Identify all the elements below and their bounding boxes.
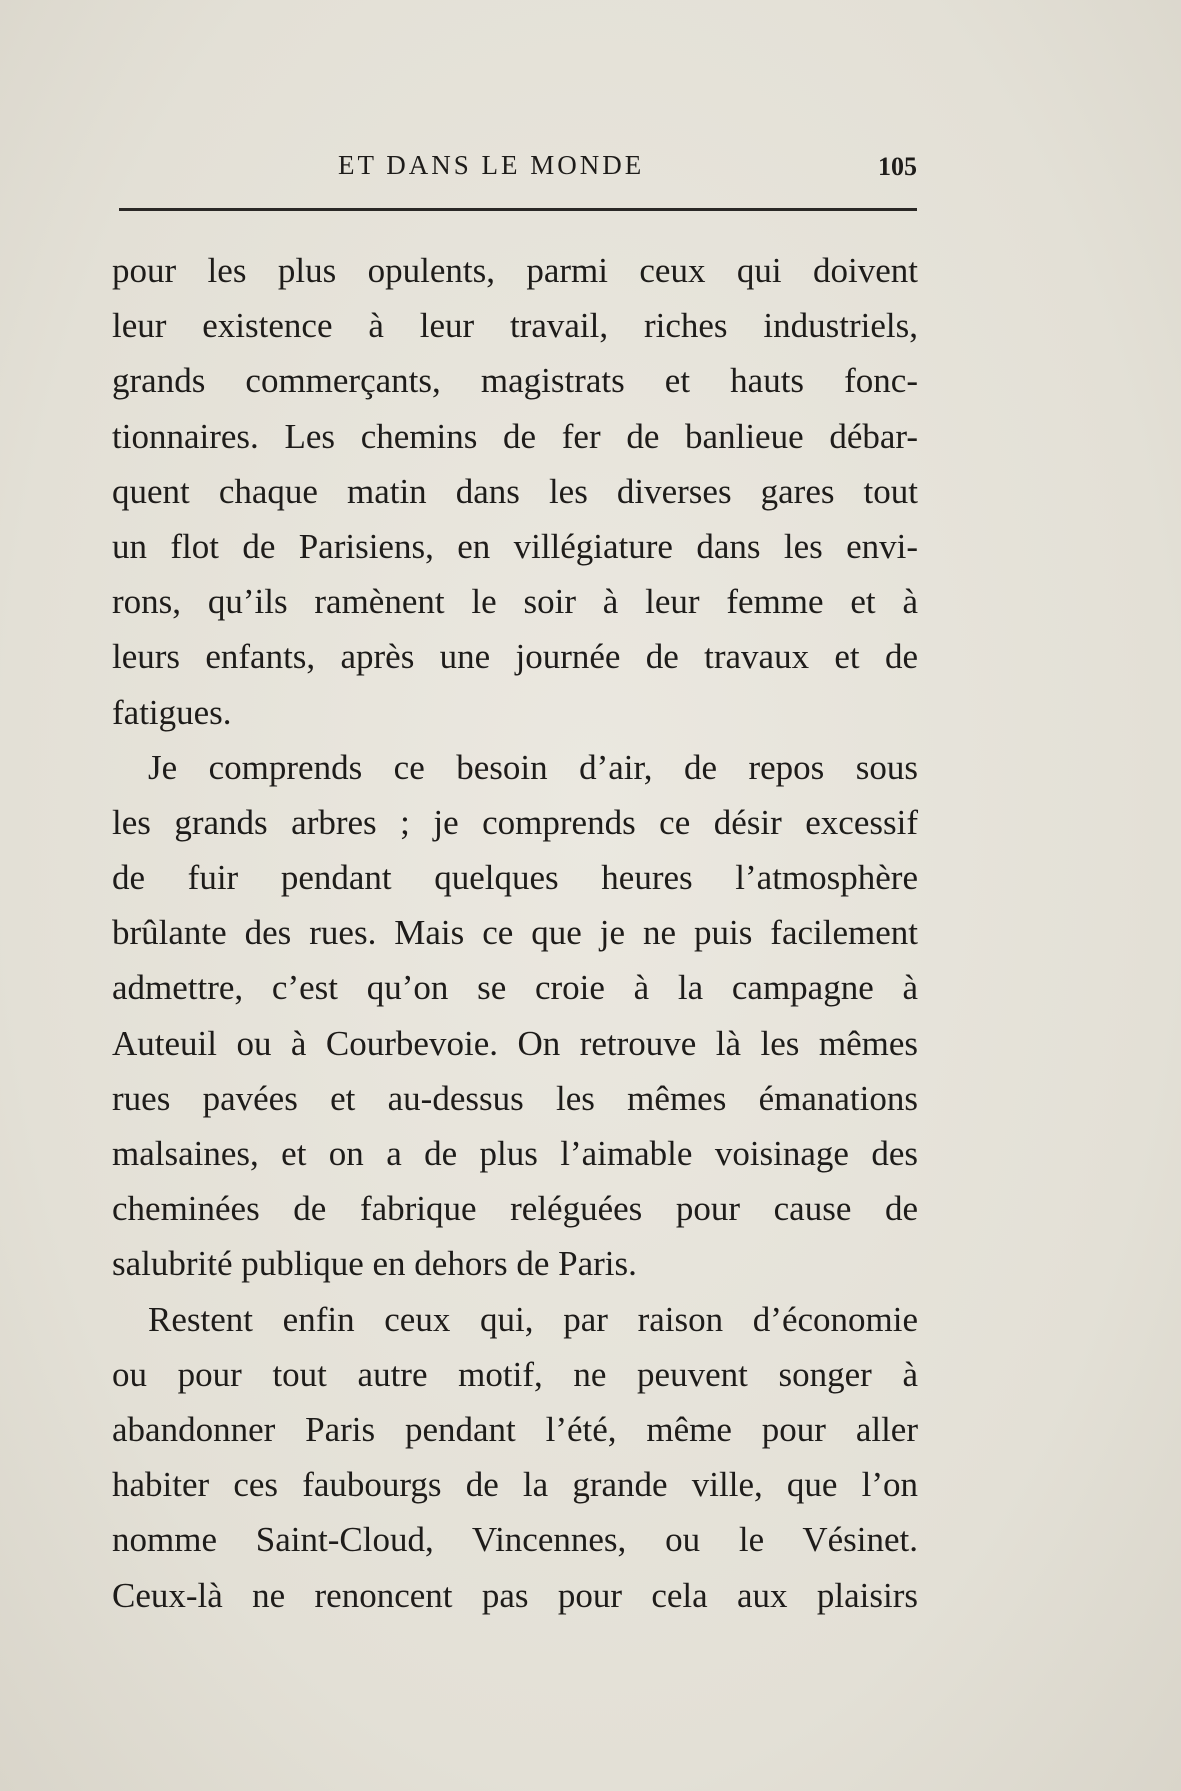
running-head: ET DANS LE MONDE	[338, 150, 645, 180]
text-line: ou pour tout autre motif, ne peuvent songer à	[112, 1354, 918, 1394]
text-line: Auteuil ou à Courbevoie. On retrouve là les mêmes	[112, 1023, 918, 1063]
text-line: cheminées de fabrique reléguées pour cause de	[112, 1189, 918, 1229]
text-line: salubrité publique en dehors de Paris.	[112, 1244, 637, 1284]
text-line: Je comprends ce besoin d’air, de repos sous	[148, 747, 918, 787]
text-line: les grands arbres ; je comprends ce désir excessif	[112, 802, 918, 842]
text-line: nomme Saint-Cloud, Vincennes, ou le Vésinet.	[112, 1520, 918, 1560]
text-line: pour les plus opulents, parmi ceux qui doivent	[112, 251, 918, 290]
text-line: habiter ces faubourgs de la grande ville, que l’on	[112, 1465, 918, 1505]
text-line: admettre, c’est qu’on se croie à la campagne à	[112, 968, 918, 1008]
text-line: Restent enfin ceux qui, par raison d’économie	[148, 1299, 918, 1339]
text-line: quent chaque matin dans les diverses gares tout	[112, 471, 918, 511]
text-line: Ceux-là ne renoncent pas pour cela aux plaisirs	[112, 1575, 918, 1615]
page-number: 105	[878, 152, 917, 181]
text-line: tionnaires. Les chemins de fer de banlieue débar-	[112, 416, 918, 456]
body-text	[112, 243, 918, 1623]
text-line: rues pavées et au-dessus les mêmes émanations	[112, 1078, 918, 1118]
text-line: un flot de Parisiens, en villégiature dans les envi-	[112, 526, 918, 566]
text-line: leur existence à leur travail, riches industriels,	[112, 306, 918, 346]
text-line: fatigues.	[112, 692, 232, 732]
header-rule	[119, 208, 917, 211]
text-line: malsaines, et on a de plus l’aimable voisinage des	[112, 1134, 918, 1173]
text-line: grands commerçants, magistrats et hauts fonc-	[112, 361, 918, 401]
text-line: leurs enfants, après une journée de travaux et de	[112, 637, 918, 677]
text-line: rons, qu’ils ramènent le soir à leur femme et à	[112, 582, 918, 622]
text-line: brûlante des rues. Mais ce que je ne puis facilement	[112, 913, 918, 953]
text-line: de fuir pendant quelques heures l’atmosphère	[112, 858, 918, 898]
text-line: abandonner Paris pendant l’été, même pour aller	[112, 1409, 918, 1449]
